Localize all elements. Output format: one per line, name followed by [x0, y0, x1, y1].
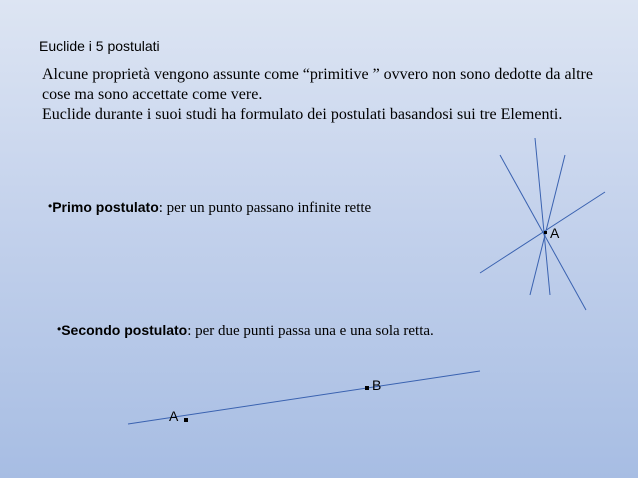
- point-b-dot: [365, 386, 369, 390]
- bullet-marker: •: [48, 199, 53, 213]
- line-through-a-2: [535, 138, 550, 295]
- slide-title: Euclide i 5 postulati: [39, 38, 160, 54]
- intro-line-1: Alcune proprietà vengono assunte come “primitive ” ovvero non sono dedotte da altre cose ma sono accettate come vere.: [42, 66, 593, 103]
- point-b-label: B: [372, 377, 382, 393]
- point-a2-label: A: [169, 408, 179, 424]
- point-a-label: A: [550, 225, 560, 241]
- intro-line-2: Euclide durante i suoi studi ha formulato dei postulati basandosi sui tre Elementi.: [42, 106, 563, 123]
- point-a-dot: [544, 231, 547, 234]
- first-postulate-text: : per un punto passano infinite rette: [158, 200, 372, 216]
- point-a2-dot: [184, 418, 188, 422]
- bullet-marker: •: [57, 322, 62, 336]
- second-postulate-label: Secondo postulato: [61, 322, 188, 338]
- pencil-of-lines: [480, 138, 605, 310]
- line-through-a-4: [480, 192, 605, 273]
- first-postulate-label: Primo postulato: [52, 199, 159, 215]
- line-through-a-b: [128, 371, 480, 424]
- second-postulate-text: : per due punti passa una e una sola retta.: [187, 323, 434, 339]
